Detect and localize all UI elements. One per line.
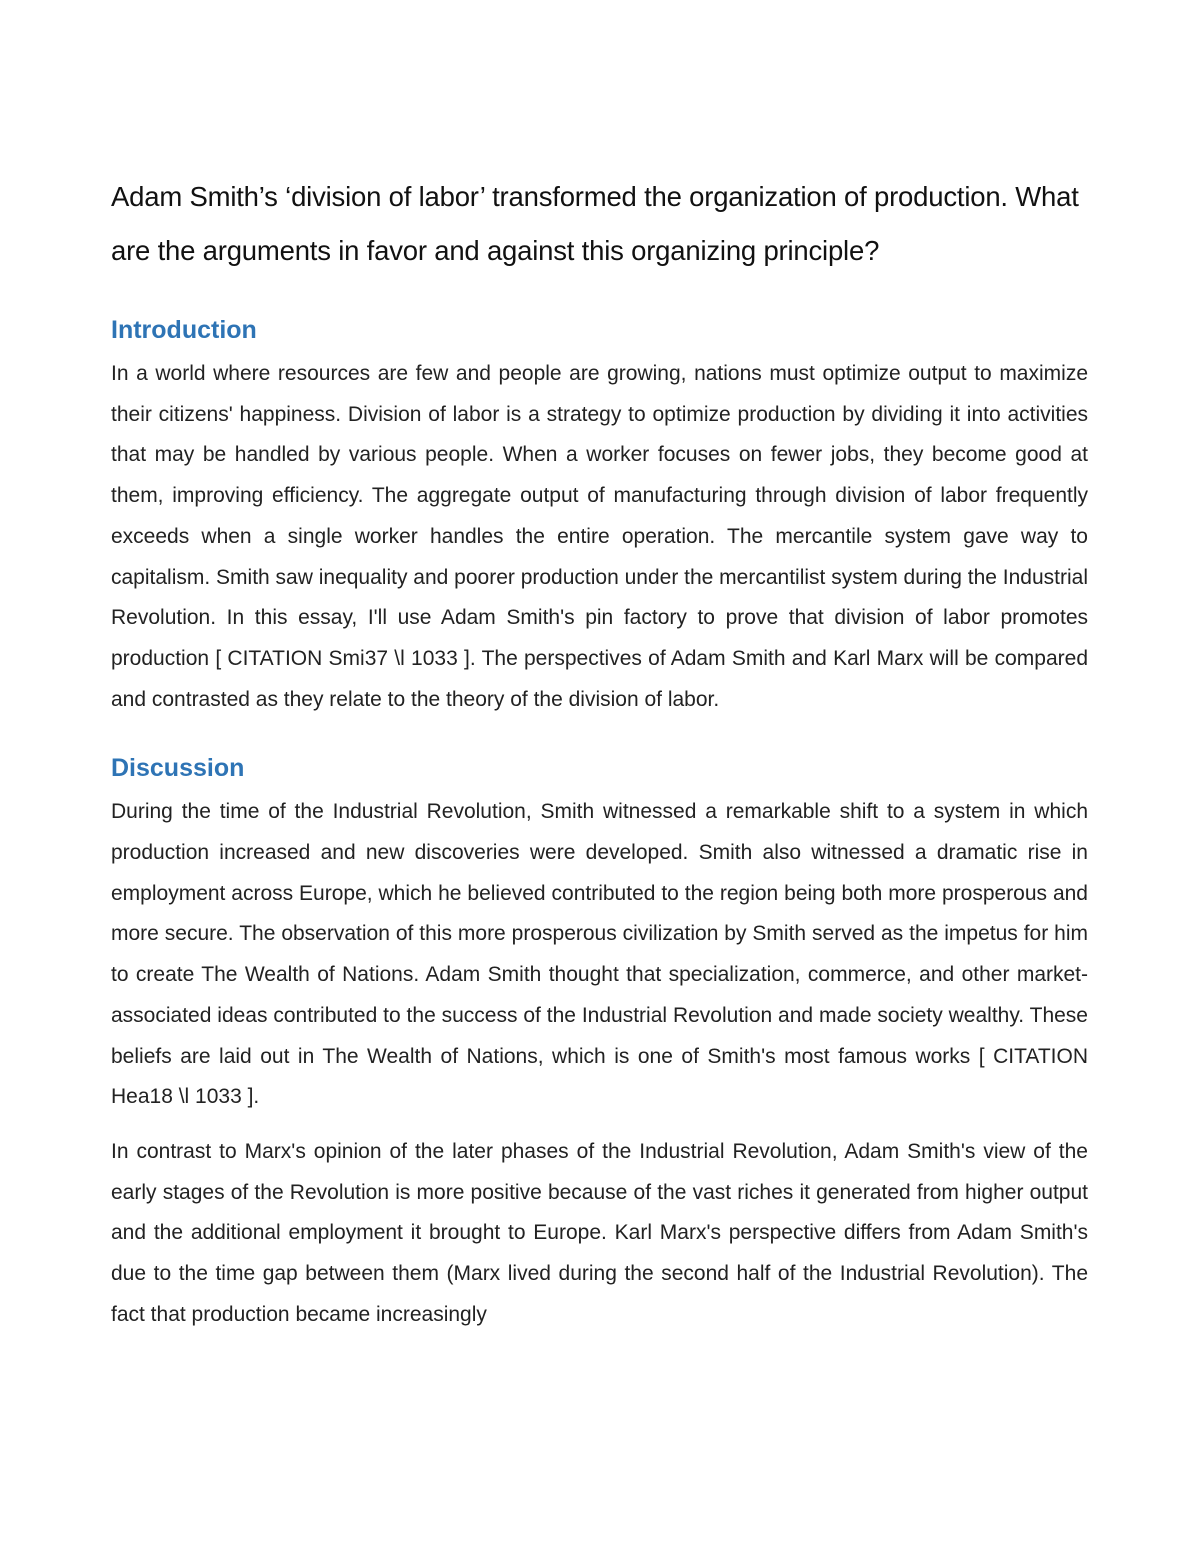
document-title: Adam Smith’s ‘division of labor’ transformed the organization of production. What are the arguments in favor and against this organizing principle?	[111, 181, 1079, 266]
heading-discussion: Discussion	[111, 754, 245, 783]
document-page	[111, 170, 1088, 1335]
section-discussion	[111, 750, 1088, 1335]
section-introduction	[111, 312, 1088, 720]
paragraph: During the time of the Industrial Revolution, Smith witnessed a remarkable shift to a system in which production increased and new discoveries were developed. Smith also witnessed a dramatic rise in employment across Europe, which he believed contributed to the region being both more prosperous and more secure. The observation of this more prosperous civilization by Smith served as the impetus for him to create The Wealth of Nations. Adam Smith thought that specialization, commerce, and other market-associated ideas contributed to the success of the Industrial Revolution and made society wealthy. These beliefs are laid out in The Wealth of Nations, which is one of Smith's most famous works [ CITATION Hea18 \l 1033 ].	[111, 800, 1088, 1109]
paragraph: In a world where resources are few and people are growing, nations must optimize output to maximize their citizens' happiness. Division of labor is a strategy to optimize production by dividing it into activities that may be handled by various people. When a worker focuses on fewer jobs, they become good at them, improving efficiency. The aggregate output of manufacturing through division of labor frequently exceeds when a single worker handles the entire operation. The mercantile system gave way to capitalism. Smith saw inequality and poorer production under the mercantilist system during the Industrial Revolution. In this essay, I'll use Adam Smith's pin factory to prove that division of labor promotes production [ CITATION Smi37 \l 1033 ]. The perspectives of Adam Smith and Karl Marx will be compared and contrasted as they relate to the theory of the division of labor.	[111, 362, 1088, 711]
paragraph: In contrast to Marx's opinion of the later phases of the Industrial Revolution, Adam Smith's view of the early stages of the Revolution is more positive because of the vast riches it generated from higher output and the additional employment it brought to Europe. Karl Marx's perspective differs from Adam Smith's due to the time gap between them (Marx lived during the second half of the Industrial Revolution). The fact that production became increasingly	[111, 1139, 1088, 1326]
heading-introduction: Introduction	[111, 316, 257, 344]
